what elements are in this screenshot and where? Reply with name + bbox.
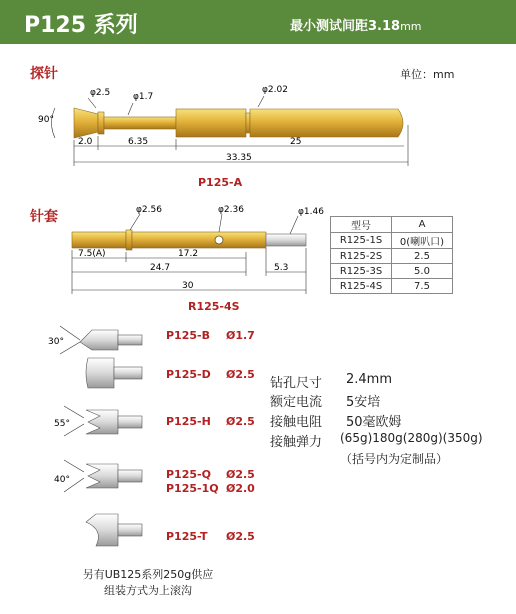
tip-d-drawing xyxy=(86,358,142,388)
tip-t-drawing xyxy=(86,514,142,546)
len-53: 5.3 xyxy=(274,263,289,273)
len-247: 24.7 xyxy=(150,263,171,273)
table-row xyxy=(331,233,453,249)
tip-h-drawing xyxy=(64,406,142,436)
tip-1q-dia: Ø2.0 xyxy=(226,482,255,495)
sleeve-section-label: 针套 xyxy=(30,209,58,225)
tip-h-angle: 55° xyxy=(54,419,70,429)
subtitle-dot: . xyxy=(377,19,382,34)
footnote-line: 组装方式为上滚沟 xyxy=(104,584,192,597)
dim-d202: φ2.02 xyxy=(262,85,288,95)
tip-q-dia: Ø2.5 xyxy=(226,468,255,481)
probe-plunger xyxy=(104,117,176,129)
spec-key: 接触电阻 xyxy=(270,415,323,430)
tip-b-drawing xyxy=(60,326,142,354)
sleeve-body xyxy=(132,232,266,248)
table-header-cell: A xyxy=(392,217,453,233)
probe-head xyxy=(98,112,104,134)
sleeve-drawing xyxy=(72,230,306,250)
probe-model: P125-A xyxy=(198,176,243,189)
tip-t-label: P125-T xyxy=(166,530,208,543)
sleeve-end xyxy=(266,234,306,246)
tip-d-label: P125-D xyxy=(166,368,211,381)
spec-value: 50毫欧姆 xyxy=(346,415,402,430)
dim-d25: φ2.5 xyxy=(90,88,111,98)
probe-drawing xyxy=(74,108,403,138)
table-cell: R125-3S xyxy=(331,264,392,279)
sleeve-hole xyxy=(215,236,223,244)
table-row xyxy=(331,279,453,294)
len-3335: 33.35 xyxy=(226,153,252,163)
tip-b-label: P125-B xyxy=(166,329,210,342)
table-header-cell: 型号 xyxy=(331,217,392,233)
tip-q-drawing xyxy=(64,460,142,492)
spec-key: 钻孔尺寸 xyxy=(270,376,323,391)
spec-value: 5安培 xyxy=(346,395,381,410)
spec-value: 2.4mm xyxy=(346,372,393,387)
spec-value: (65g)180g(280g)(350g) xyxy=(340,431,483,445)
dim-d256: φ2.56 xyxy=(136,205,162,215)
tip-q-angle: 40° xyxy=(54,475,70,485)
tip-h-label: P125-H xyxy=(166,415,211,428)
dim-d17: φ1.7 xyxy=(133,92,154,102)
page-title: P125 系列 xyxy=(24,13,138,38)
table-row xyxy=(331,249,453,264)
sleeve-spec-table xyxy=(330,216,453,294)
probe-barrel xyxy=(176,109,246,137)
tip-h-dia: Ø2.5 xyxy=(226,415,255,428)
dim-d236: φ2.36 xyxy=(218,205,244,215)
unit-label: 单位：mm xyxy=(400,68,455,81)
spec-key: 额定电流 xyxy=(270,395,323,410)
table-header-row xyxy=(331,217,453,233)
len-172: 17.2 xyxy=(178,249,199,259)
len-25: 25 xyxy=(290,137,302,147)
table-cell: R125-1S xyxy=(331,233,392,249)
tip-d-dia: Ø2.5 xyxy=(226,368,255,381)
dim-d146: φ1.46 xyxy=(298,207,324,217)
spec-note: （括号内为定制品） xyxy=(340,452,449,466)
subtitle-prefix: 最小测试间距3 xyxy=(290,19,378,34)
subtitle-value: 18 xyxy=(382,19,401,34)
subtitle-unit: mm xyxy=(400,20,422,33)
len-75a: 7.5(A) xyxy=(78,249,106,259)
len-20: 2.0 xyxy=(78,137,93,147)
footnote-line: 另有UB125系列250g供应 xyxy=(82,568,214,581)
tip-t-dia: Ø2.5 xyxy=(226,530,255,543)
probe-tip xyxy=(74,108,98,138)
probe-tail xyxy=(250,109,403,137)
sleeve-front xyxy=(72,232,126,248)
len-30: 30 xyxy=(182,281,194,291)
table-cell: 5.0 xyxy=(392,264,453,279)
spec-key: 接触弹力 xyxy=(270,435,323,450)
tip-1q-label: P125-1Q xyxy=(166,482,219,495)
dim-angle: 90° xyxy=(38,115,54,125)
table-cell: 0(喇叭口) xyxy=(392,233,453,249)
probe-section-label: 探针 xyxy=(30,66,58,82)
len-635: 6.35 xyxy=(128,137,149,147)
table-cell: R125-4S xyxy=(331,279,392,294)
table-cell: R125-2S xyxy=(331,249,392,264)
tip-b-dia: Ø1.7 xyxy=(226,329,255,342)
tip-q-label: P125-Q xyxy=(166,468,211,481)
sleeve-crimp xyxy=(126,230,132,250)
sleeve-model: R125-4S xyxy=(188,300,240,313)
table-row xyxy=(331,264,453,279)
table-cell: 7.5 xyxy=(392,279,453,294)
tip-b-angle: 30° xyxy=(48,337,64,347)
table-cell: 2.5 xyxy=(392,249,453,264)
probe-groove xyxy=(246,113,250,133)
